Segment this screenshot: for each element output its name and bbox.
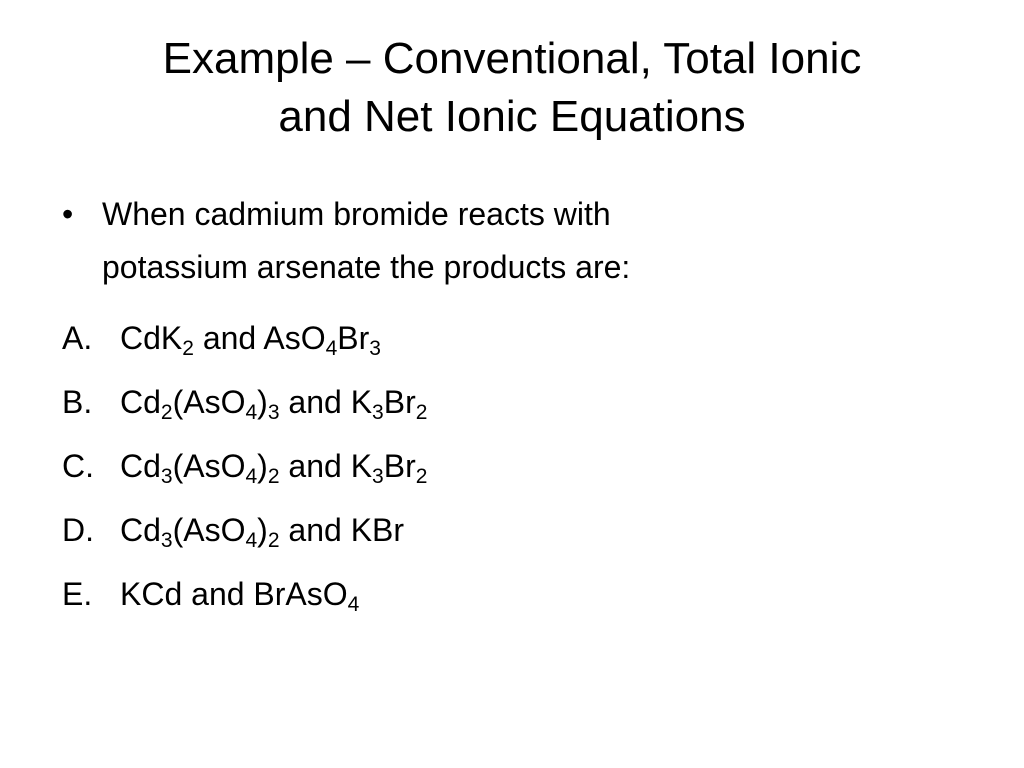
- formula-subscript: 2: [267, 529, 280, 552]
- formula-subscript: 3: [160, 529, 173, 552]
- formula-text: Cd: [120, 448, 161, 484]
- formula-text: Br: [383, 384, 416, 420]
- choice-text: [120, 320, 381, 360]
- choice-text: [120, 576, 360, 616]
- formula-text: KCd and BrAsO: [120, 576, 348, 612]
- formula-text: ): [257, 512, 268, 548]
- bullet-icon: •: [62, 196, 74, 232]
- formula-text: ): [257, 448, 268, 484]
- formula-text: Br: [337, 320, 370, 356]
- formula-subscript: 3: [267, 401, 280, 424]
- question-line-2: potassium arsenate the products are:: [102, 249, 631, 285]
- formula-subscript: 4: [245, 401, 258, 424]
- formula-text: and K: [279, 384, 373, 420]
- formula-subscript: 3: [372, 401, 384, 424]
- slide-title-line-2: and Net Ionic Equations: [278, 92, 746, 141]
- formula-text: and AsO: [193, 320, 326, 356]
- choice-text: [120, 448, 428, 488]
- question-bullet: [62, 188, 962, 294]
- formula-subscript: 4: [347, 593, 360, 616]
- formula-subscript: 3: [369, 337, 381, 360]
- choice-d: [62, 510, 962, 550]
- formula-text: Cd: [120, 384, 161, 420]
- choice-a: [62, 318, 962, 358]
- formula-subscript: 2: [415, 465, 428, 488]
- formula-subscript: 2: [267, 465, 280, 488]
- formula-text: ): [257, 384, 268, 420]
- choice-c: [62, 446, 962, 486]
- formula-text: CdK: [120, 320, 183, 356]
- formula-subscript: 2: [182, 337, 194, 360]
- question-line-1: When cadmium bromide reacts with: [102, 196, 611, 232]
- formula-text: Cd: [120, 512, 161, 548]
- choice-text: [120, 384, 428, 424]
- choice-letter: B.: [62, 384, 93, 420]
- formula-text: and KBr: [279, 512, 405, 548]
- formula-subscript: 4: [325, 337, 338, 360]
- formula-subscript: 2: [160, 401, 173, 424]
- formula-subscript: 4: [245, 465, 258, 488]
- formula-subscript: 2: [415, 401, 428, 424]
- formula-subscript: 3: [372, 465, 384, 488]
- choice-letter: C.: [62, 448, 94, 484]
- slide-title: [60, 30, 964, 146]
- formula-text: and K: [279, 448, 373, 484]
- choice-letter: D.: [62, 512, 94, 548]
- formula-subscript: 3: [160, 465, 173, 488]
- slide-body: [62, 188, 962, 614]
- formula-text: (AsO: [172, 512, 246, 548]
- choice-text: [120, 512, 405, 552]
- choice-e: [62, 574, 962, 614]
- formula-text: Br: [383, 448, 416, 484]
- formula-subscript: 4: [245, 529, 258, 552]
- choice-b: [62, 382, 962, 422]
- formula-text: (AsO: [172, 384, 246, 420]
- choice-letter: E.: [62, 576, 93, 612]
- slide-title-line-1: Example – Conventional, Total Ionic: [162, 34, 862, 83]
- choice-letter: A.: [62, 320, 93, 356]
- formula-text: (AsO: [172, 448, 246, 484]
